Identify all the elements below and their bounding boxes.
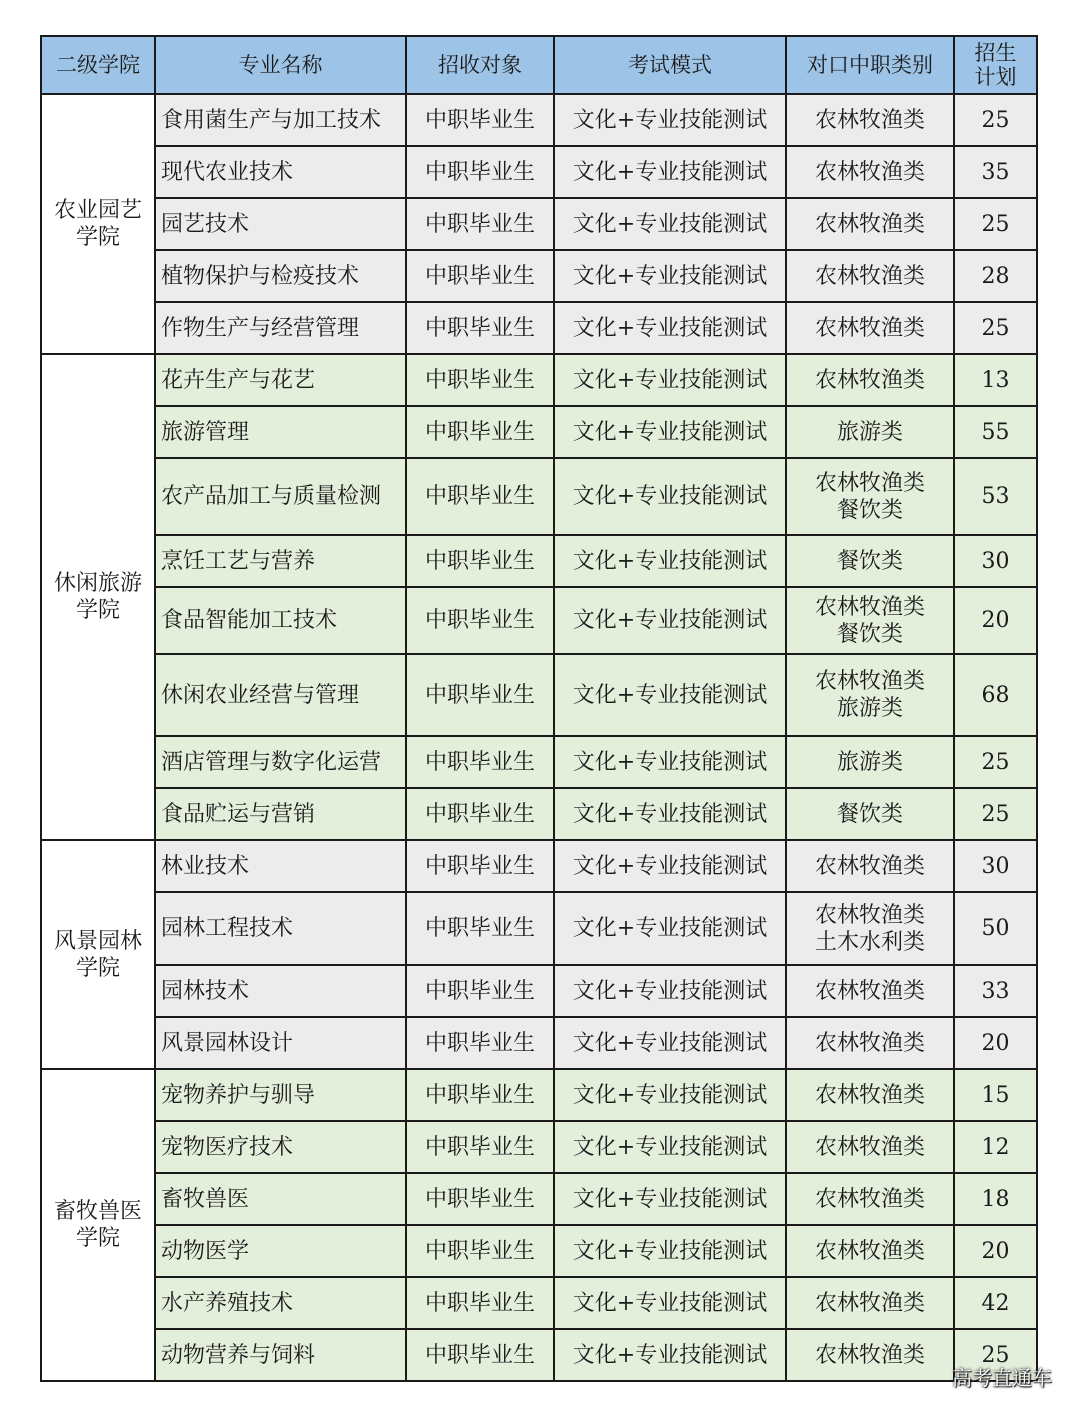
major-cell: 作物生产与经营管理 bbox=[155, 302, 406, 354]
target-cell: 中职毕业生 bbox=[406, 788, 554, 840]
watermark: 高考直通车 bbox=[952, 1366, 1052, 1390]
table-row bbox=[41, 250, 1037, 302]
major-cell: 现代农业技术 bbox=[155, 146, 406, 198]
major-cell: 植物保护与检疫技术 bbox=[155, 250, 406, 302]
table-body bbox=[41, 94, 1037, 1381]
exam-mode-cell: 文化+专业技能测试 bbox=[554, 840, 786, 892]
plan-cell: 25 bbox=[954, 1329, 1037, 1381]
category-cell bbox=[786, 587, 954, 654]
category-line: 农林牧渔类 bbox=[814, 470, 925, 496]
table-row bbox=[41, 535, 1037, 587]
major-cell: 动物医学 bbox=[155, 1225, 406, 1277]
major-cell: 园林工程技术 bbox=[155, 892, 406, 965]
category-line: 农林牧渔类 bbox=[814, 1082, 925, 1108]
category-line: 农林牧渔类 bbox=[814, 1342, 925, 1368]
plan-cell: 50 bbox=[954, 892, 1037, 965]
enrollment-table bbox=[40, 35, 1038, 1382]
target-cell: 中职毕业生 bbox=[406, 1173, 554, 1225]
target-cell: 中职毕业生 bbox=[406, 840, 554, 892]
table-row bbox=[41, 840, 1037, 892]
college-cell: 风景园林 学院 bbox=[41, 840, 155, 1069]
exam-mode-cell: 文化+专业技能测试 bbox=[554, 892, 786, 965]
target-cell: 中职毕业生 bbox=[406, 354, 554, 406]
category-line: 农林牧渔类 bbox=[814, 107, 925, 133]
plan-cell: 25 bbox=[954, 198, 1037, 250]
college-cell: 农业园艺 学院 bbox=[41, 94, 155, 354]
major-cell: 食品智能加工技术 bbox=[155, 587, 406, 654]
target-cell: 中职毕业生 bbox=[406, 94, 554, 146]
header-target: 招收对象 bbox=[406, 36, 554, 94]
exam-mode-cell: 文化+专业技能测试 bbox=[554, 587, 786, 654]
major-cell: 食品贮运与营销 bbox=[155, 788, 406, 840]
category-line: 农林牧渔类 bbox=[814, 1238, 925, 1264]
target-cell: 中职毕业生 bbox=[406, 406, 554, 458]
target-cell: 中职毕业生 bbox=[406, 146, 554, 198]
table-row bbox=[41, 406, 1037, 458]
plan-cell: 12 bbox=[954, 1121, 1037, 1173]
category-cell bbox=[786, 654, 954, 736]
major-cell: 花卉生产与花艺 bbox=[155, 354, 406, 406]
category-line: 餐饮类 bbox=[836, 497, 903, 523]
plan-cell: 42 bbox=[954, 1277, 1037, 1329]
header-category: 对口中职类别 bbox=[786, 36, 954, 94]
category-line: 旅游类 bbox=[836, 419, 903, 445]
category-line: 餐饮类 bbox=[836, 801, 903, 827]
plan-cell: 68 bbox=[954, 654, 1037, 736]
category-line: 农林牧渔类 bbox=[814, 1030, 925, 1056]
category-line: 农林牧渔类 bbox=[814, 978, 925, 1004]
exam-mode-cell: 文化+专业技能测试 bbox=[554, 965, 786, 1017]
category-line: 旅游类 bbox=[836, 749, 903, 775]
table-row bbox=[41, 1069, 1037, 1121]
plan-cell: 15 bbox=[954, 1069, 1037, 1121]
target-cell: 中职毕业生 bbox=[406, 1017, 554, 1069]
exam-mode-cell: 文化+专业技能测试 bbox=[554, 406, 786, 458]
table-row bbox=[41, 302, 1037, 354]
category-line: 土木水利类 bbox=[814, 929, 925, 955]
major-cell: 园艺技术 bbox=[155, 198, 406, 250]
exam-mode-cell: 文化+专业技能测试 bbox=[554, 458, 786, 535]
plan-cell: 53 bbox=[954, 458, 1037, 535]
category-line: 农林牧渔类 bbox=[814, 853, 925, 879]
table-row bbox=[41, 965, 1037, 1017]
plan-cell: 35 bbox=[954, 146, 1037, 198]
plan-cell: 55 bbox=[954, 406, 1037, 458]
category-cell bbox=[786, 788, 954, 840]
exam-mode-cell: 文化+专业技能测试 bbox=[554, 302, 786, 354]
plan-cell: 30 bbox=[954, 840, 1037, 892]
category-cell bbox=[786, 1121, 954, 1173]
table-row bbox=[41, 892, 1037, 965]
exam-mode-cell: 文化+专业技能测试 bbox=[554, 1173, 786, 1225]
category-cell bbox=[786, 892, 954, 965]
target-cell: 中职毕业生 bbox=[406, 1329, 554, 1381]
category-line: 餐饮类 bbox=[836, 621, 903, 647]
category-cell bbox=[786, 965, 954, 1017]
plan-cell: 25 bbox=[954, 788, 1037, 840]
major-cell: 酒店管理与数字化运营 bbox=[155, 736, 406, 788]
category-cell bbox=[786, 1225, 954, 1277]
category-line: 农林牧渔类 bbox=[814, 159, 925, 185]
exam-mode-cell: 文化+专业技能测试 bbox=[554, 94, 786, 146]
category-line: 农林牧渔类 bbox=[814, 1134, 925, 1160]
major-cell: 风景园林设计 bbox=[155, 1017, 406, 1069]
exam-mode-cell: 文化+专业技能测试 bbox=[554, 736, 786, 788]
table-row bbox=[41, 654, 1037, 736]
category-line: 农林牧渔类 bbox=[814, 315, 925, 341]
category-cell bbox=[786, 354, 954, 406]
major-cell: 畜牧兽医 bbox=[155, 1173, 406, 1225]
major-cell: 宠物医疗技术 bbox=[155, 1121, 406, 1173]
category-cell bbox=[786, 1069, 954, 1121]
category-cell bbox=[786, 535, 954, 587]
target-cell: 中职毕业生 bbox=[406, 198, 554, 250]
table-row bbox=[41, 1329, 1037, 1381]
category-cell bbox=[786, 406, 954, 458]
plan-cell: 25 bbox=[954, 736, 1037, 788]
category-line: 旅游类 bbox=[836, 696, 903, 721]
target-cell: 中职毕业生 bbox=[406, 1225, 554, 1277]
major-cell: 食用菌生产与加工技术 bbox=[155, 94, 406, 146]
category-cell bbox=[786, 198, 954, 250]
college-cell: 畜牧兽医 学院 bbox=[41, 1069, 155, 1381]
category-cell bbox=[786, 250, 954, 302]
exam-mode-cell: 文化+专业技能测试 bbox=[554, 198, 786, 250]
plan-cell: 13 bbox=[954, 354, 1037, 406]
table-row bbox=[41, 788, 1037, 840]
category-line: 农林牧渔类 bbox=[814, 594, 925, 620]
plan-cell: 20 bbox=[954, 1225, 1037, 1277]
category-line: 农林牧渔类 bbox=[814, 263, 925, 289]
major-cell: 宠物养护与驯导 bbox=[155, 1069, 406, 1121]
table-row bbox=[41, 1173, 1037, 1225]
target-cell: 中职毕业生 bbox=[406, 302, 554, 354]
exam-mode-cell: 文化+专业技能测试 bbox=[554, 654, 786, 736]
header-plan: 招生 计划 bbox=[954, 36, 1037, 94]
exam-mode-cell: 文化+专业技能测试 bbox=[554, 1225, 786, 1277]
table-row bbox=[41, 146, 1037, 198]
major-cell: 园林技术 bbox=[155, 965, 406, 1017]
exam-mode-cell: 文化+专业技能测试 bbox=[554, 1329, 786, 1381]
plan-cell: 30 bbox=[954, 535, 1037, 587]
plan-cell: 20 bbox=[954, 587, 1037, 654]
category-line: 农林牧渔类 bbox=[814, 211, 925, 237]
table-row bbox=[41, 1225, 1037, 1277]
plan-cell: 28 bbox=[954, 250, 1037, 302]
plan-cell: 18 bbox=[954, 1173, 1037, 1225]
exam-mode-cell: 文化+专业技能测试 bbox=[554, 354, 786, 406]
table-row bbox=[41, 94, 1037, 146]
target-cell: 中职毕业生 bbox=[406, 587, 554, 654]
college-cell: 休闲旅游 学院 bbox=[41, 354, 155, 840]
header-college: 二级学院 bbox=[41, 36, 155, 94]
major-cell: 动物营养与饲料 bbox=[155, 1329, 406, 1381]
category-cell bbox=[786, 1277, 954, 1329]
header-row bbox=[41, 36, 1037, 94]
target-cell: 中职毕业生 bbox=[406, 1069, 554, 1121]
target-cell: 中职毕业生 bbox=[406, 1121, 554, 1173]
category-cell bbox=[786, 840, 954, 892]
major-cell: 农产品加工与质量检测 bbox=[155, 458, 406, 535]
major-cell: 水产养殖技术 bbox=[155, 1277, 406, 1329]
exam-mode-cell: 文化+专业技能测试 bbox=[554, 146, 786, 198]
table-row bbox=[41, 1277, 1037, 1329]
category-line: 农林牧渔类 bbox=[814, 1290, 925, 1316]
exam-mode-cell: 文化+专业技能测试 bbox=[554, 250, 786, 302]
exam-mode-cell: 文化+专业技能测试 bbox=[554, 1121, 786, 1173]
category-line: 农林牧渔类 bbox=[814, 669, 925, 694]
plan-cell: 33 bbox=[954, 965, 1037, 1017]
category-cell bbox=[786, 1173, 954, 1225]
category-cell bbox=[786, 302, 954, 354]
major-cell: 烹饪工艺与营养 bbox=[155, 535, 406, 587]
major-cell: 旅游管理 bbox=[155, 406, 406, 458]
table-row bbox=[41, 736, 1037, 788]
exam-mode-cell: 文化+专业技能测试 bbox=[554, 1277, 786, 1329]
exam-mode-cell: 文化+专业技能测试 bbox=[554, 535, 786, 587]
target-cell: 中职毕业生 bbox=[406, 458, 554, 535]
target-cell: 中职毕业生 bbox=[406, 1277, 554, 1329]
table-row bbox=[41, 458, 1037, 535]
target-cell: 中职毕业生 bbox=[406, 535, 554, 587]
table-row bbox=[41, 198, 1037, 250]
category-cell bbox=[786, 736, 954, 788]
target-cell: 中职毕业生 bbox=[406, 250, 554, 302]
category-line: 餐饮类 bbox=[836, 548, 903, 574]
category-cell bbox=[786, 146, 954, 198]
category-cell bbox=[786, 458, 954, 535]
category-line: 农林牧渔类 bbox=[814, 367, 925, 393]
header-major: 专业名称 bbox=[155, 36, 406, 94]
major-cell: 林业技术 bbox=[155, 840, 406, 892]
category-cell bbox=[786, 1329, 954, 1381]
exam-mode-cell: 文化+专业技能测试 bbox=[554, 1069, 786, 1121]
table-row bbox=[41, 1017, 1037, 1069]
plan-cell: 25 bbox=[954, 302, 1037, 354]
category-line: 农林牧渔类 bbox=[814, 902, 925, 928]
plan-cell: 25 bbox=[954, 94, 1037, 146]
header-exam-mode: 考试模式 bbox=[554, 36, 786, 94]
table-row bbox=[41, 1121, 1037, 1173]
target-cell: 中职毕业生 bbox=[406, 736, 554, 788]
exam-mode-cell: 文化+专业技能测试 bbox=[554, 788, 786, 840]
target-cell: 中职毕业生 bbox=[406, 654, 554, 736]
table-row bbox=[41, 587, 1037, 654]
category-cell bbox=[786, 94, 954, 146]
target-cell: 中职毕业生 bbox=[406, 965, 554, 1017]
target-cell: 中职毕业生 bbox=[406, 892, 554, 965]
major-cell: 休闲农业经营与管理 bbox=[155, 654, 406, 736]
category-line: 农林牧渔类 bbox=[814, 1186, 925, 1212]
table-row bbox=[41, 354, 1037, 406]
plan-cell: 20 bbox=[954, 1017, 1037, 1069]
category-cell bbox=[786, 1017, 954, 1069]
exam-mode-cell: 文化+专业技能测试 bbox=[554, 1017, 786, 1069]
